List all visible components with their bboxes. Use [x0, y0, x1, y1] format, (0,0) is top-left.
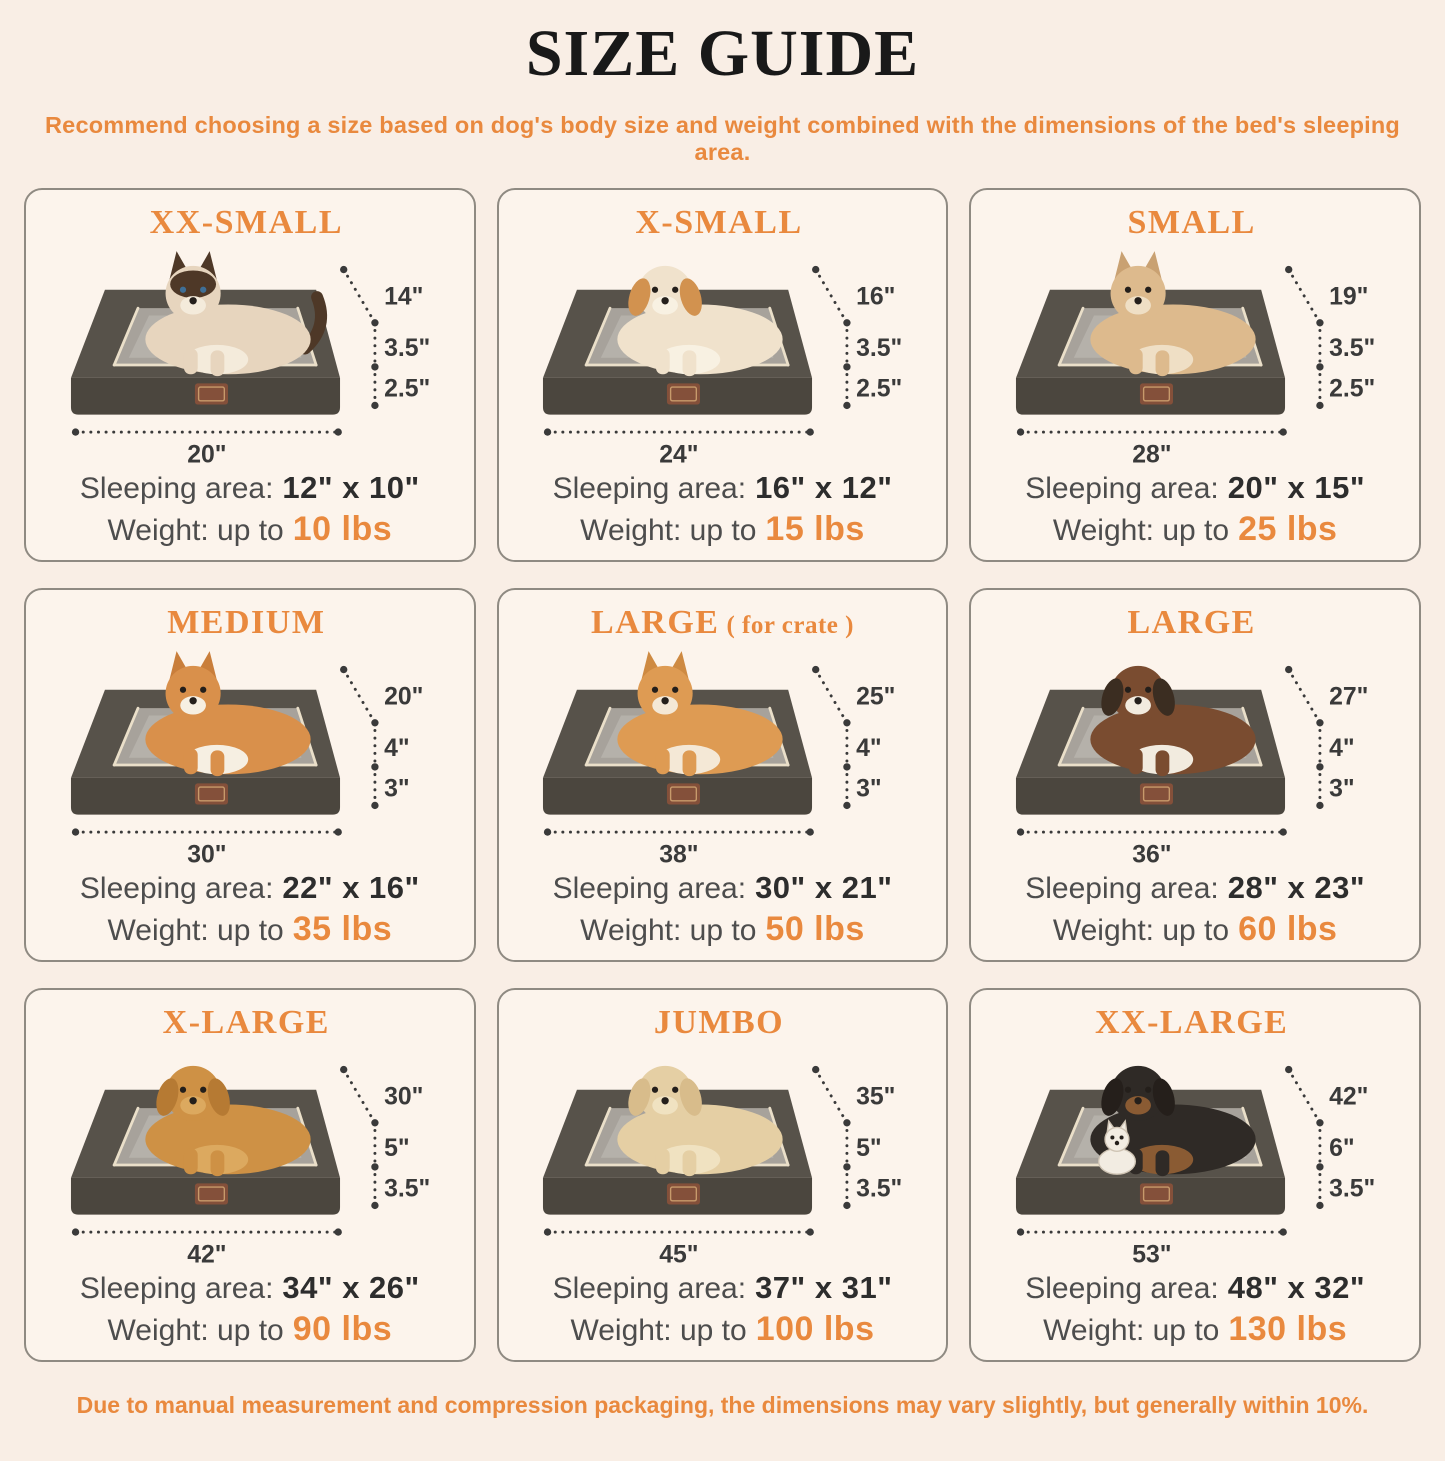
base-height-label: 3": [383, 775, 410, 803]
dog-bed-illustration-cat: [48, 242, 452, 467]
card-title: [635, 204, 809, 242]
dog-bed-illustration-border-collie: [993, 642, 1397, 867]
bolster-height-label: 4": [1329, 734, 1355, 762]
weight-label: Weight: up to: [107, 914, 284, 947]
bed-figure: [32, 242, 468, 467]
card-size-name: XX-LARGE: [1094, 1004, 1289, 1041]
width-dimension-label: 24": [659, 441, 699, 467]
pet-illustration: [618, 266, 783, 376]
dog-bed-illustration-rottweiler-with-chihuahua: [993, 1042, 1397, 1267]
size-card: [969, 588, 1421, 962]
card-size-name: XX-SMALL: [149, 204, 343, 241]
sleeping-area-line: [553, 869, 893, 908]
width-dimension-label: 42": [186, 1241, 227, 1267]
weight-label: Weight: up to: [107, 1314, 284, 1347]
depth-dimension-label: 14": [383, 283, 424, 311]
weight-line: [1043, 1310, 1347, 1350]
pet-illustration: [618, 1066, 783, 1176]
width-dimension-label: 20": [186, 441, 227, 467]
pet-illustration: [145, 1066, 310, 1176]
bolster-height-label: 3.5": [856, 334, 903, 362]
card-title: [1127, 604, 1262, 642]
sleeping-area-label: Sleeping area:: [552, 872, 747, 905]
sleeping-area-line: [553, 469, 893, 508]
card-title: [654, 1004, 791, 1042]
sleeping-area-value: 22" x 16": [282, 870, 420, 905]
card-info: [553, 869, 893, 950]
base-height-label: 3.5": [383, 1175, 431, 1203]
dog-bed-illustration-labrador: [520, 1042, 924, 1267]
sleeping-area-value: 16" x 12": [755, 470, 893, 505]
weight-value: 100 lbs: [755, 1310, 875, 1348]
base-height-label: 2.5": [1329, 375, 1376, 403]
bed-figure: [32, 1042, 468, 1267]
depth-dimension-label: 42": [1329, 1083, 1369, 1111]
sleeping-area-label: Sleeping area:: [1025, 1272, 1219, 1305]
size-card: [497, 588, 949, 962]
sleeping-area-value: 30" x 21": [755, 870, 893, 905]
width-dimension-label: 45": [659, 1241, 699, 1267]
weight-line: [1053, 910, 1338, 950]
card-title: [150, 204, 350, 242]
base-height-label: 3.5": [1329, 1175, 1376, 1203]
size-guide-infographic: [0, 16, 1445, 1461]
dog-bed-illustration-french-bulldog: [993, 242, 1397, 467]
width-dimension-label: 28": [1132, 441, 1172, 467]
width-dimension-label: 38": [659, 841, 699, 867]
card-info: [1025, 469, 1365, 550]
weight-line: [108, 1310, 393, 1350]
card-title: [1095, 1004, 1295, 1042]
sleeping-area-line: [1025, 869, 1365, 908]
size-card: [24, 588, 476, 962]
bolster-height-label: 3.5": [1329, 334, 1376, 362]
weight-line: [108, 510, 393, 550]
weight-value: 25 lbs: [1238, 510, 1338, 548]
card-info: [80, 1269, 420, 1350]
width-dimension-label: 36": [1132, 841, 1172, 867]
base-height-label: 3": [856, 775, 883, 803]
weight-label: Weight: up to: [1052, 914, 1230, 947]
weight-label: Weight: up to: [1052, 514, 1230, 547]
bed-figure: [505, 1042, 941, 1267]
weight-label: Weight: up to: [580, 514, 757, 547]
size-card: [969, 188, 1421, 562]
dog-bed-illustration-golden-retriever: [48, 1042, 452, 1267]
weight-value: 90 lbs: [292, 1310, 393, 1348]
bolster-height-label: 4": [383, 734, 410, 762]
depth-dimension-label: 27": [1329, 683, 1369, 711]
weight-label: Weight: up to: [580, 914, 757, 947]
card-size-suffix: ( for crate ): [726, 612, 854, 639]
card-title: [167, 604, 332, 642]
bolster-height-label: 5": [383, 1134, 410, 1162]
card-size-name: X-SMALL: [635, 204, 803, 241]
depth-dimension-label: 25": [856, 683, 896, 711]
card-size-name: SMALL: [1127, 204, 1256, 241]
pet-illustration: [1090, 666, 1255, 776]
sleeping-area-line: [1025, 1269, 1365, 1308]
cards-grid: [0, 166, 1445, 1362]
sleeping-area-value: 12" x 10": [282, 470, 420, 505]
depth-dimension-label: 16": [856, 283, 896, 311]
page-subtitle: Recommend choosing a size based on dog's body size and weight combined with the dimensions of the bed's sleeping area.: [45, 112, 1400, 165]
bolster-height-label: 3.5": [383, 334, 431, 362]
card-size-name: X-LARGE: [162, 1004, 330, 1041]
card-size-name: JUMBO: [653, 1004, 785, 1041]
sleeping-area-value: 28" x 23": [1227, 870, 1366, 905]
dog-bed-illustration-corgi: [48, 642, 452, 867]
card-title: [591, 604, 854, 642]
card-size-name: LARGE: [1127, 604, 1256, 641]
card-title: [163, 1004, 337, 1042]
pet-illustration: [1090, 1066, 1255, 1176]
weight-label: Weight: up to: [107, 514, 284, 547]
card-size-name: LARGE: [591, 604, 720, 641]
weight-line: [580, 910, 865, 950]
width-dimension-label: 30": [186, 841, 227, 867]
sleeping-area-line: [80, 1269, 420, 1308]
depth-dimension-label: 20": [383, 683, 424, 711]
card-title: [1127, 204, 1262, 242]
weight-value: 50 lbs: [765, 910, 865, 948]
card-info: [1025, 1269, 1365, 1350]
card-info: [553, 1269, 893, 1350]
card-size-name: MEDIUM: [167, 604, 326, 641]
card-info: [80, 869, 420, 950]
weight-value: 10 lbs: [292, 510, 393, 548]
base-height-label: 3.5": [856, 1175, 903, 1203]
sleeping-area-value: 37" x 31": [755, 1270, 893, 1305]
base-height-label: 2.5": [856, 375, 903, 403]
weight-value: 130 lbs: [1228, 1310, 1348, 1348]
page-title: SIZE GUIDE: [525, 17, 920, 90]
sleeping-area-label: Sleeping area:: [552, 1272, 747, 1305]
bed-figure: [505, 642, 941, 867]
sleeping-area-label: Sleeping area:: [1025, 472, 1219, 505]
page-footer: Due to manual measurement and compression packaging, the dimensions may vary slightly, but generally within 10%.: [76, 1392, 1369, 1418]
card-info: [1025, 869, 1365, 950]
weight-value: 35 lbs: [292, 910, 393, 948]
sleeping-area-line: [553, 1269, 893, 1308]
sleeping-area-label: Sleeping area:: [552, 472, 747, 505]
size-card: [969, 988, 1421, 1362]
dog-bed-illustration-shiba-inu: [520, 642, 924, 867]
weight-value: 15 lbs: [765, 510, 865, 548]
weight-value: 60 lbs: [1238, 910, 1338, 948]
sleeping-area-value: 20" x 15": [1227, 470, 1366, 505]
depth-dimension-label: 35": [856, 1083, 896, 1111]
size-card: [497, 988, 949, 1362]
bed-figure: [32, 642, 468, 867]
size-card: [497, 188, 949, 562]
sleeping-area-label: Sleeping area:: [79, 872, 274, 905]
dog-bed-illustration-shih-tzu: [520, 242, 924, 467]
sleeping-area-line: [1025, 469, 1365, 508]
bolster-height-label: 4": [856, 734, 883, 762]
weight-label: Weight: up to: [1043, 1314, 1220, 1347]
weight-line: [1053, 510, 1338, 550]
sleeping-area-line: [80, 469, 420, 508]
card-info: [80, 469, 420, 550]
weight-line: [580, 510, 865, 550]
weight-line: [108, 910, 393, 950]
sleeping-area-label: Sleeping area:: [1025, 872, 1219, 905]
base-height-label: 2.5": [383, 375, 431, 403]
sleeping-area-value: 34" x 26": [282, 1270, 420, 1305]
bed-figure: [977, 642, 1413, 867]
sleeping-area-value: 48" x 32": [1227, 1270, 1366, 1305]
size-card: [24, 988, 476, 1362]
bed-figure: [977, 242, 1413, 467]
sleeping-area-label: Sleeping area:: [79, 1272, 274, 1305]
base-height-label: 3": [1329, 775, 1355, 803]
card-info: [553, 469, 893, 550]
sleeping-area-line: [80, 869, 420, 908]
bed-figure: [977, 1042, 1413, 1267]
weight-label: Weight: up to: [570, 1314, 747, 1347]
depth-dimension-label: 30": [383, 1083, 424, 1111]
weight-line: [570, 1310, 874, 1350]
bolster-height-label: 6": [1329, 1134, 1355, 1162]
sleeping-area-label: Sleeping area:: [79, 472, 274, 505]
size-card: [24, 188, 476, 562]
bed-figure: [505, 242, 941, 467]
bolster-height-label: 5": [856, 1134, 883, 1162]
depth-dimension-label: 19": [1329, 283, 1369, 311]
width-dimension-label: 53": [1132, 1241, 1172, 1267]
